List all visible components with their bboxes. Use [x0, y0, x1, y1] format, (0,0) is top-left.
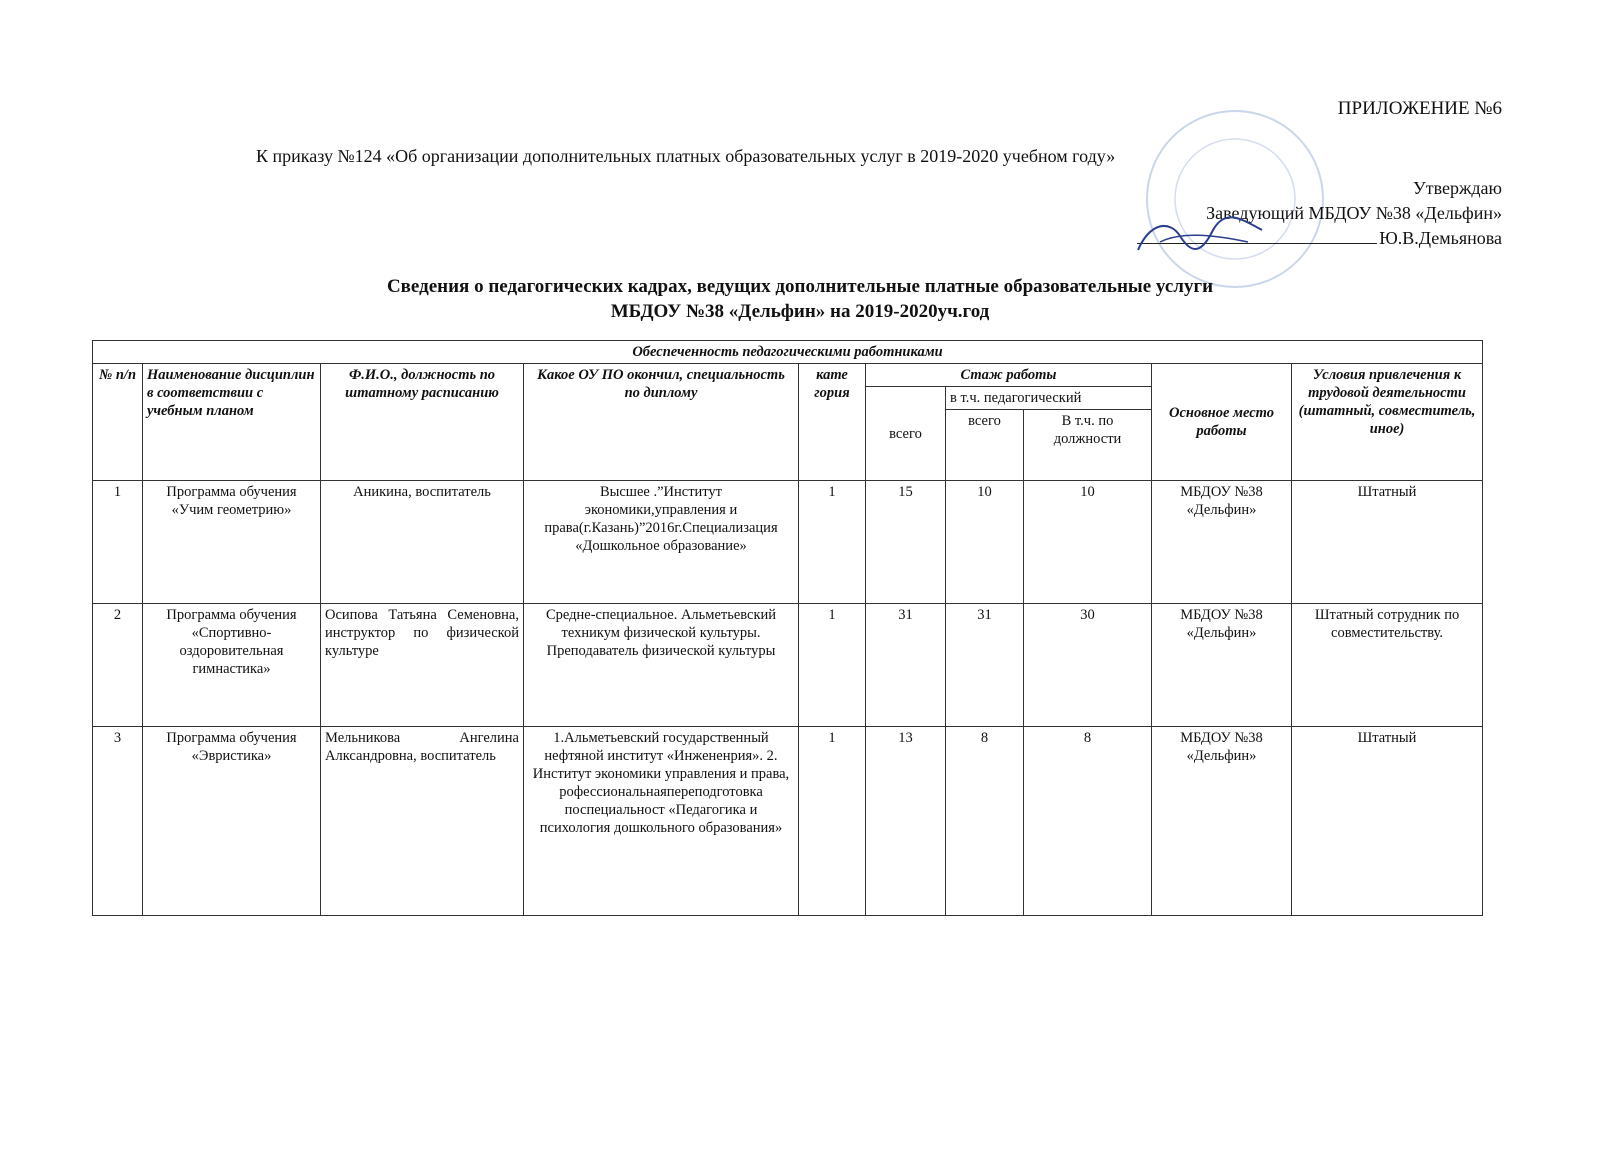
row-fio: Аникина, воспитатель — [321, 481, 524, 604]
row-ped-total: 8 — [946, 727, 1024, 916]
document-title — [0, 274, 1600, 324]
row-ped-position: 30 — [1024, 604, 1152, 727]
row-ped-position: 8 — [1024, 727, 1152, 916]
row-category: 1 — [799, 727, 866, 916]
header-discipline: Наименование дисциплин в соответствии с учебным планом — [143, 364, 321, 481]
row-discipline: Программа обучения «Эвристика» — [143, 727, 321, 916]
table-row — [93, 481, 1483, 604]
row-total: 31 — [866, 604, 946, 727]
table-row — [93, 727, 1483, 916]
row-total: 15 — [866, 481, 946, 604]
row-num: 1 — [93, 481, 143, 604]
row-education: 1.Альметьевский государственный нефтяной институт «Инжененрия». 2. Институт экономики управления и права, рофессиональнаяпереподготовка поспециальност «Педагогика и психология дошкольного образования» — [524, 727, 799, 916]
header-category: кате гория — [799, 364, 866, 481]
approver-name: Ю.В.Демьянова — [1379, 228, 1502, 248]
row-ped-total: 10 — [946, 481, 1024, 604]
title-line-2: МБДОУ №38 «Дельфин» на 2019-2020уч.год — [610, 301, 990, 322]
row-workplace: МБДОУ №38 «Дельфин» — [1152, 481, 1292, 604]
title-line-1: Сведения о педагогических кадрах, ведущих дополнительные платные образовательные услуги — [386, 276, 1214, 297]
staff-table — [92, 340, 1483, 916]
row-discipline: Программа обучения «Спортивно-оздоровительная гимнастика» — [143, 604, 321, 727]
staff-table-container — [92, 340, 1482, 960]
order-reference: К приказу №124 «Об организации дополнительных платных образовательных услуг в 2019-2020 учебном году» — [256, 146, 1116, 166]
row-category: 1 — [799, 481, 866, 604]
row-workplace: МБДОУ №38 «Дельфин» — [1152, 727, 1292, 916]
header-experience: Стаж работы — [866, 364, 1152, 387]
appendix-label: ПРИЛОЖЕНИЕ №6 — [1337, 98, 1502, 119]
header-education: Какое ОУ ПО окончил, специальность по диплому — [524, 364, 799, 481]
row-category: 1 — [799, 604, 866, 727]
row-num: 3 — [93, 727, 143, 916]
header-exp-total: всего — [866, 387, 946, 481]
approve-label: Утверждаю — [1412, 178, 1502, 198]
table-caption: Обеспеченность педагогическими работниками — [93, 341, 1483, 364]
header-num: № п/п — [93, 364, 143, 481]
row-ped-position: 10 — [1024, 481, 1152, 604]
row-workplace: МБДОУ №38 «Дельфин» — [1152, 604, 1292, 727]
row-num: 2 — [93, 604, 143, 727]
table-row — [93, 604, 1483, 727]
row-discipline: Программа обучения «Учим геометрию» — [143, 481, 321, 604]
row-education: Высшее .”Институт экономики,управления и права(г.Казань)”2016г.Специализация «Дошкольное образование» — [524, 481, 799, 604]
row-conditions: Штатный — [1292, 481, 1483, 604]
row-conditions: Штатный — [1292, 727, 1483, 916]
row-conditions: Штатный сотрудник по совместительству. — [1292, 604, 1483, 727]
row-ped-total: 31 — [946, 604, 1024, 727]
row-fio: Осипова Татьяна Семеновна, инструктор по физической культуре — [321, 604, 524, 727]
row-fio: Мельникова Ангелина Алксандровна, воспитатель — [321, 727, 524, 916]
signature-icon — [1130, 212, 1270, 262]
approver-position: Заведующий МБДОУ №38 «Дельфин» — [1206, 203, 1502, 223]
row-total: 13 — [866, 727, 946, 916]
header-exp-ped-total: всего — [946, 410, 1024, 481]
header-exp-ped: в т.ч. педагогический — [946, 387, 1152, 410]
header-fio: Ф.И.О., должность по штатному расписанию — [321, 364, 524, 481]
row-education: Средне-специальное. Альметьевский техникум физической культуры. Преподаватель физической культуры — [524, 604, 799, 727]
header-workplace: Основное место работы — [1152, 364, 1292, 481]
header-exp-ped-position: В т.ч. по должности — [1024, 410, 1152, 481]
header-conditions: Условия привлечения к трудовой деятельности (штатный, совместитель, иное) — [1292, 364, 1483, 481]
